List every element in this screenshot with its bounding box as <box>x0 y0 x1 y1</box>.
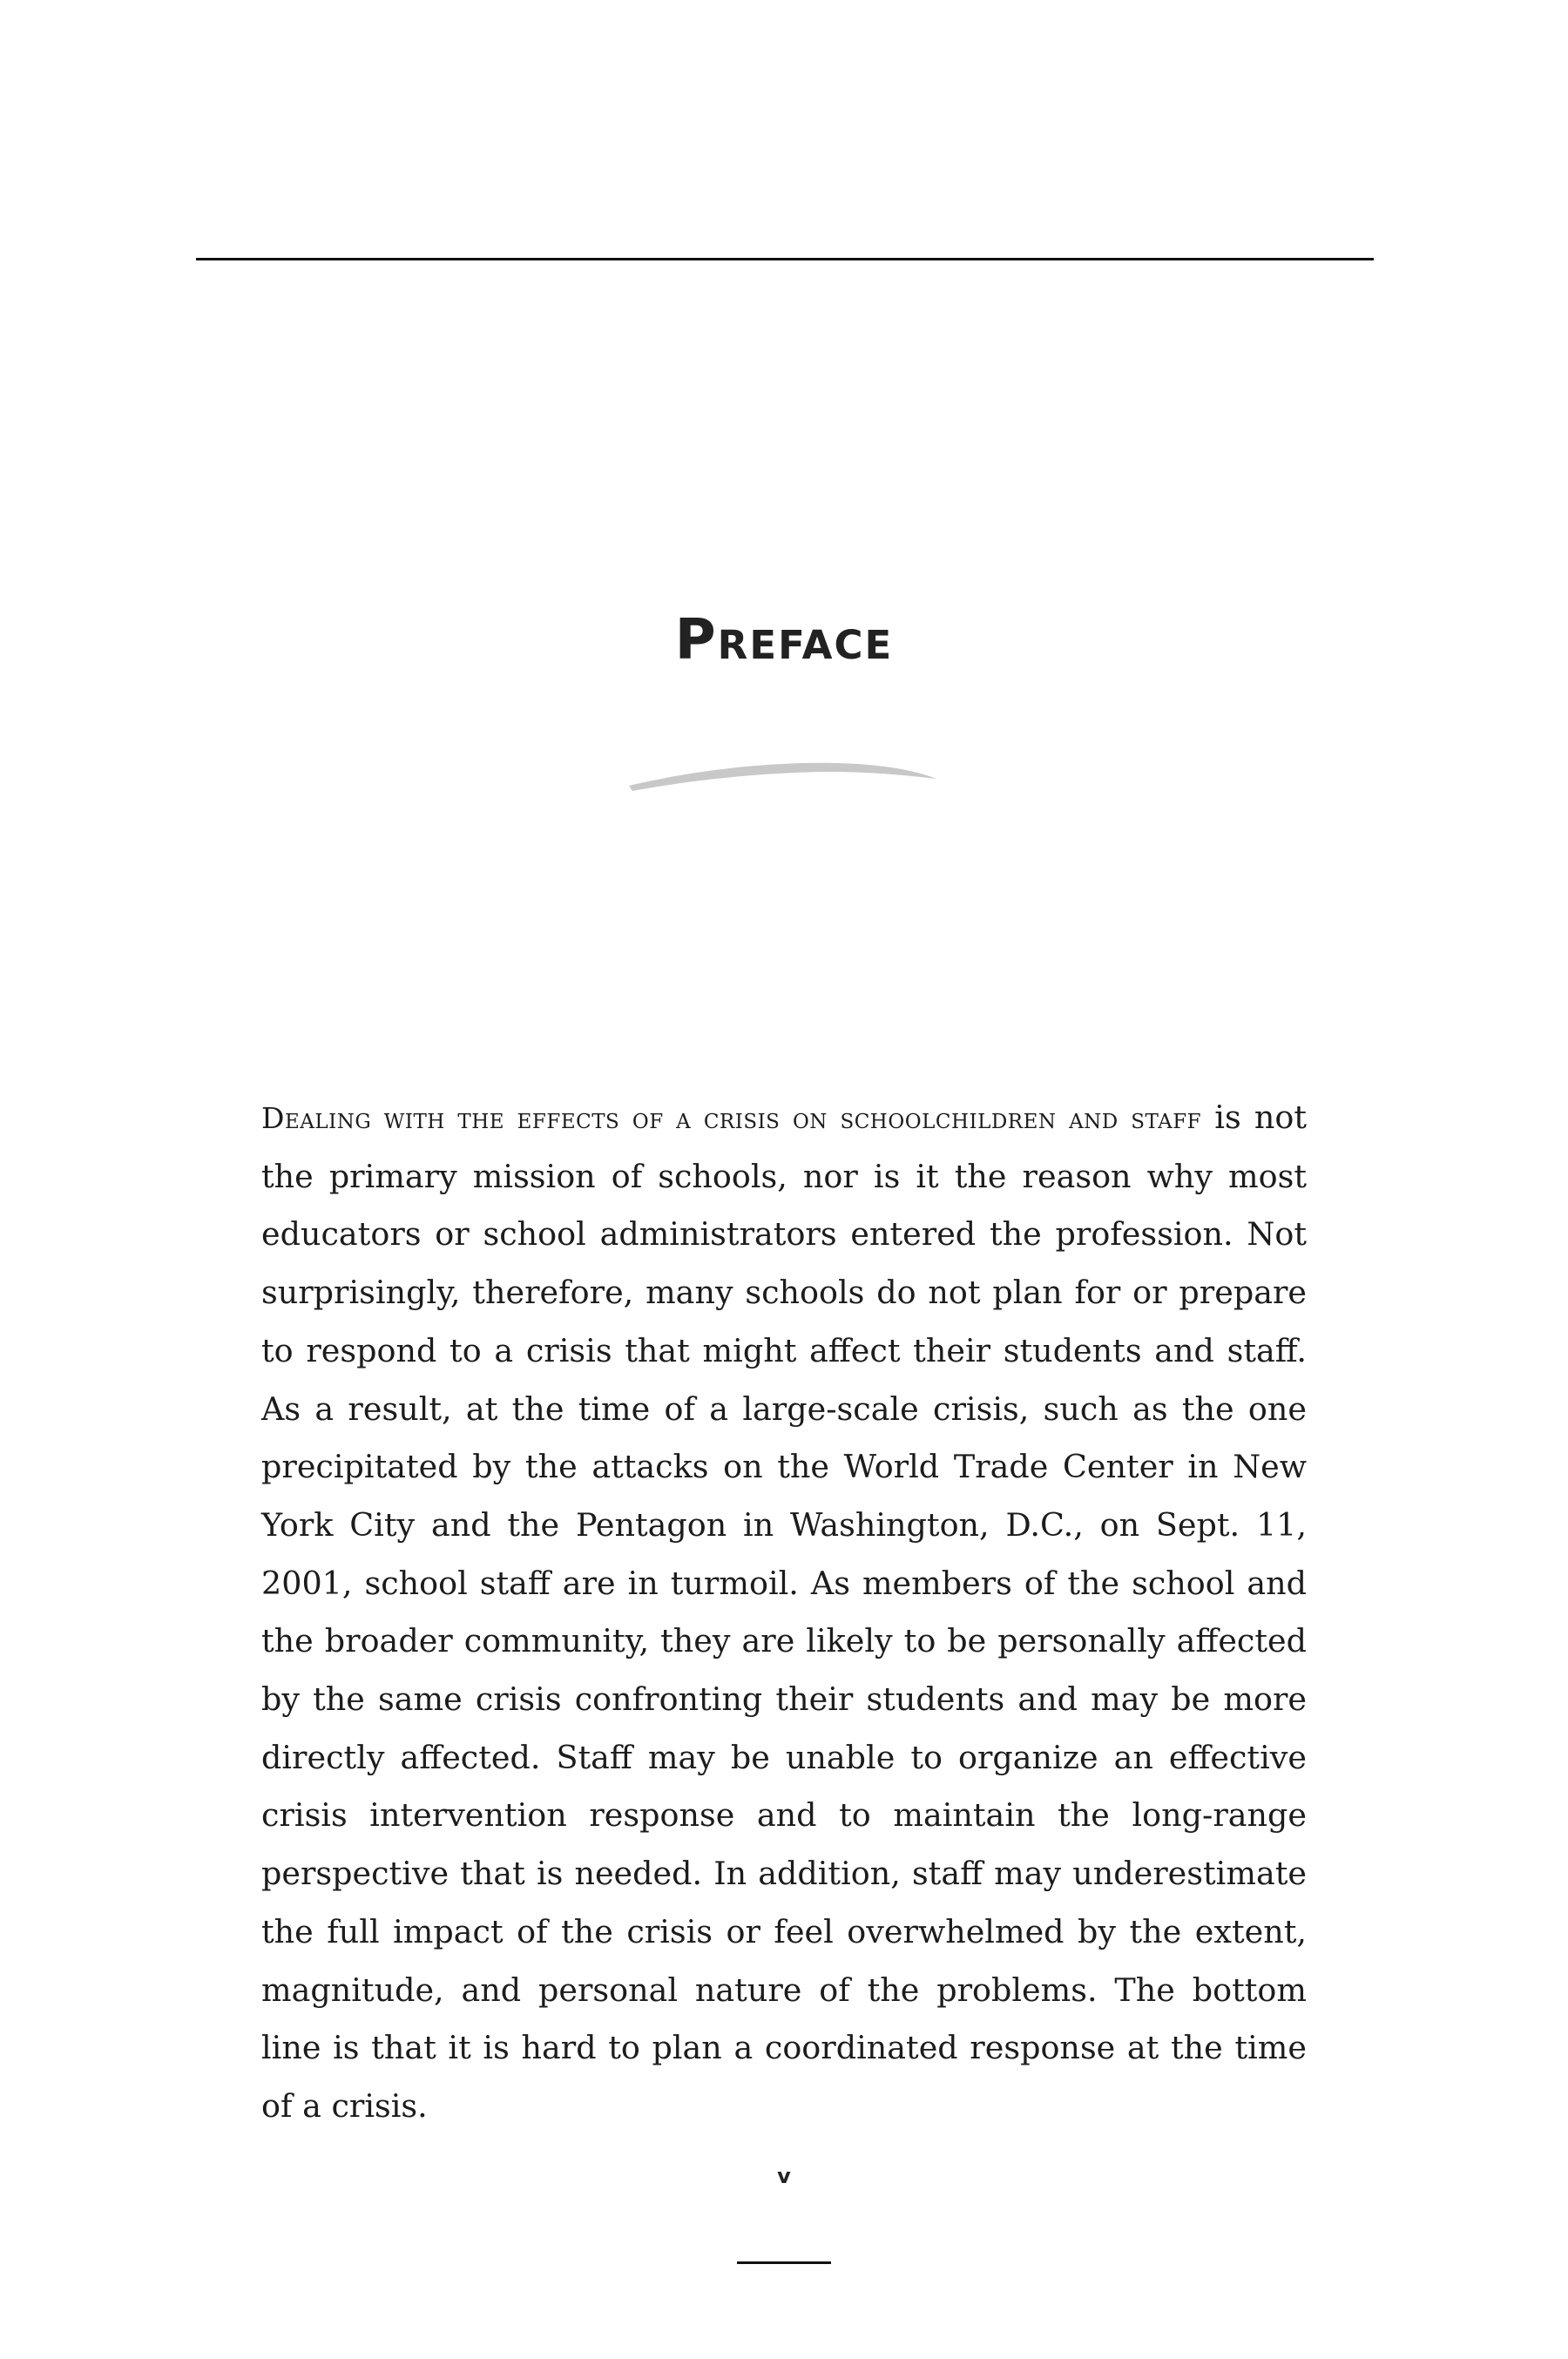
body-text: is not the primary mission of schools, nor is it the reason why most educators or school administrators entered the profession. Not surprisingly, therefore, many schools do not plan for or prepare to respond to a crisis that might affect their students and staff. As a result, at the time of a large-scale crisis, such as the one precipitated by the attacks on the World Trade Center in New York City and the Pentagon in Washington, D.C., on Sept. 11, 2001, school staff are in turmoil. As members of the school and the broader community, they are likely to be personally affected by the same crisis confronting their students and may be more directly affected. Staff may be unable to organize an effective crisis intervention response and to maintain the long-range perspective that is needed. In addition, staff may underestimate the full impact of the crisis or feel overwhelmed by the extent, magnitude, and personal nature of the problems. The bottom line is that it is hard to plan a coordinated response at the time of a crisis. <box>261 1098 1307 2125</box>
page-title: Preface <box>674 607 894 673</box>
page-number: v <box>777 2164 791 2188</box>
preface-paragraph <box>261 1089 1307 2136</box>
lead-in-small-caps: Dealing with the effects of a crisis on schoolchildren and staff <box>261 1101 1202 1135</box>
top-rule <box>196 258 1374 260</box>
folio-rule <box>737 2261 831 2264</box>
decorative-swash <box>627 749 941 793</box>
